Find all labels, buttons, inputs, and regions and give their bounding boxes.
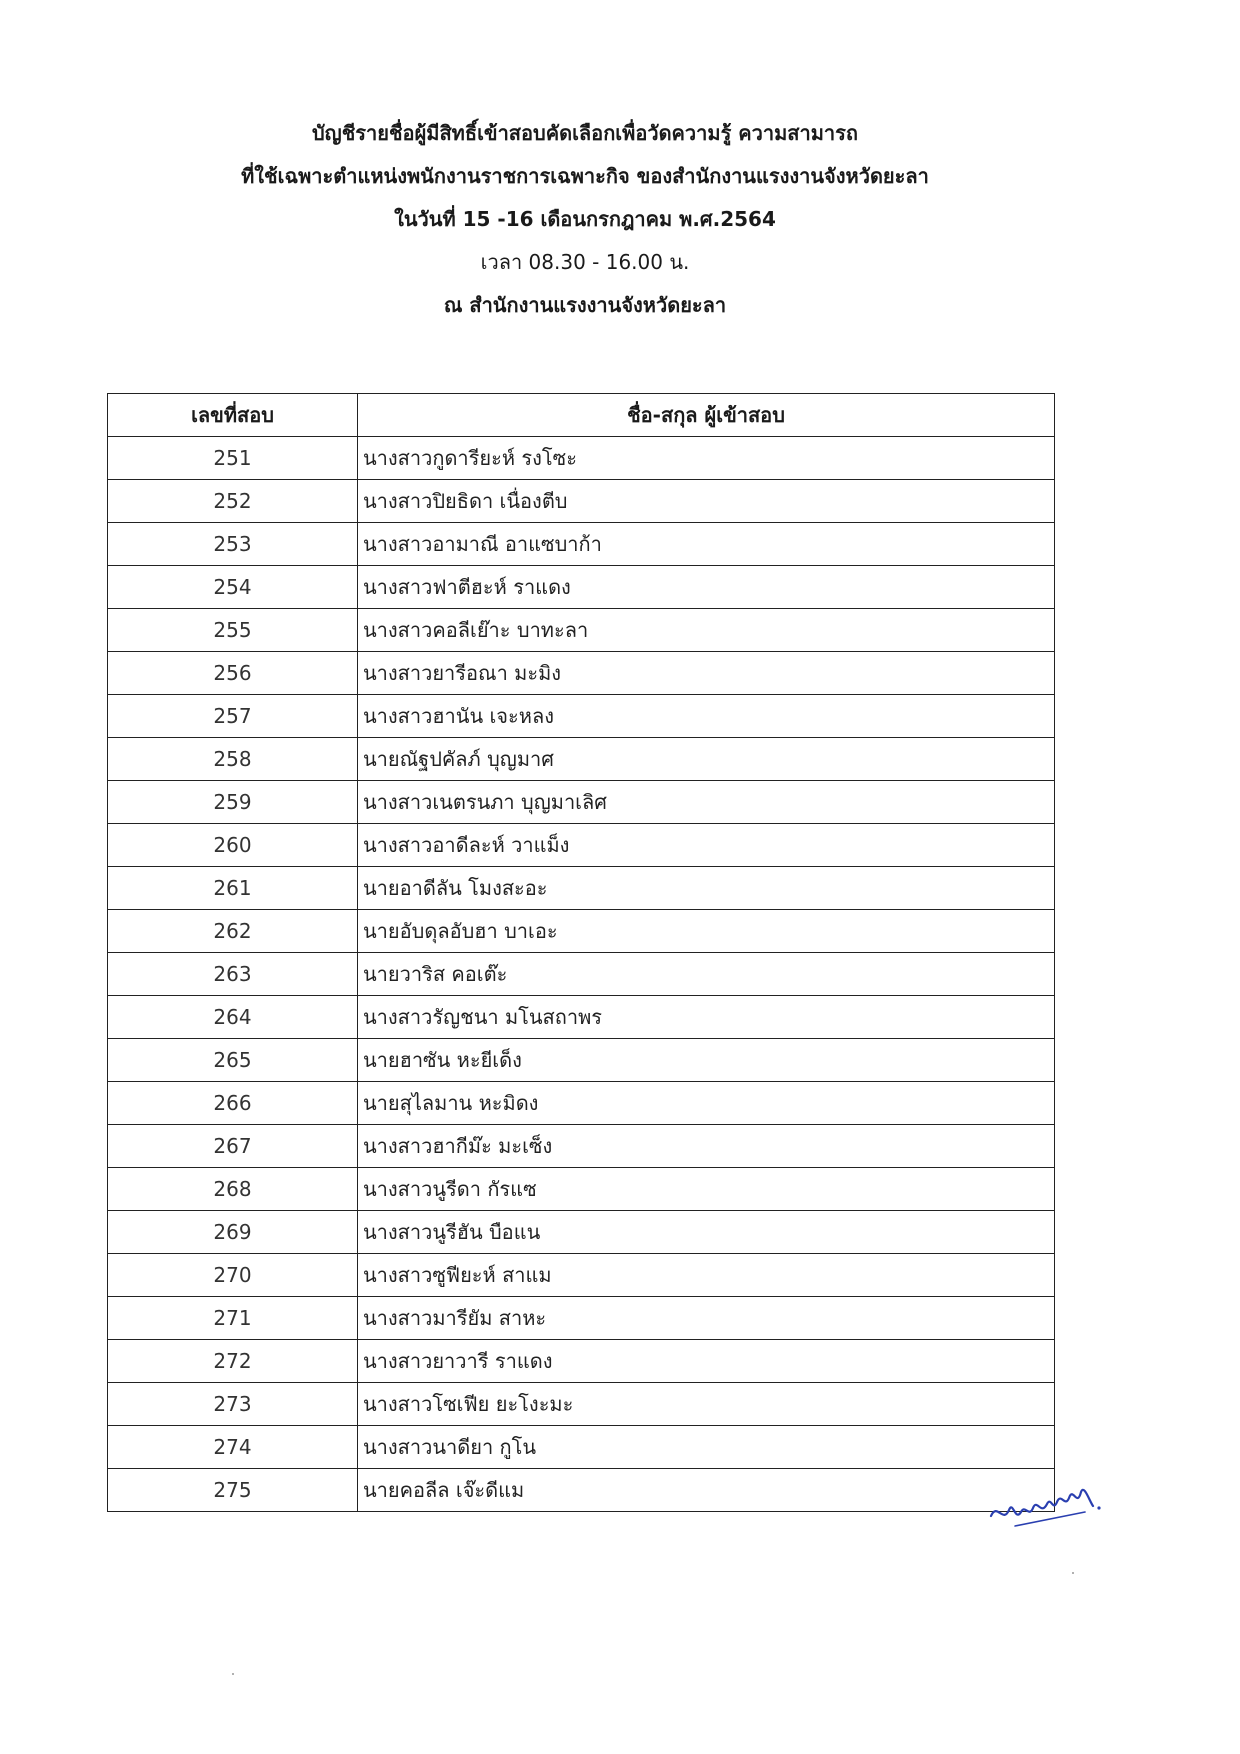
candidate-name-cell: นายณัฐปคัลภ์ บุญมาศ xyxy=(358,738,1055,781)
exam-number-cell: 256 xyxy=(108,652,358,695)
exam-number-cell: 266 xyxy=(108,1082,358,1125)
table-row xyxy=(108,867,1055,910)
table-row xyxy=(108,1168,1055,1211)
exam-number-cell: 262 xyxy=(108,910,358,953)
candidate-name-cell: นางสาวกูดารียะห์ รงโซะ xyxy=(358,437,1055,480)
exam-number-cell: 274 xyxy=(108,1426,358,1469)
table-row xyxy=(108,609,1055,652)
candidate-name-cell: นางสาวยารีอณา มะมิง xyxy=(358,652,1055,695)
table-row xyxy=(108,1383,1055,1426)
exam-number-cell: 270 xyxy=(108,1254,358,1297)
candidate-name-cell: นางสาวฟาตีฮะห์ ราแดง xyxy=(358,566,1055,609)
exam-number-cell: 269 xyxy=(108,1211,358,1254)
column-header-exam-number: เลขที่สอบ xyxy=(108,394,358,437)
table-row xyxy=(108,480,1055,523)
exam-number-cell: 265 xyxy=(108,1039,358,1082)
table-row xyxy=(108,824,1055,867)
exam-location: ณ สำนักงานแรงงานจังหวัดยะลา xyxy=(443,293,727,317)
table-row xyxy=(108,523,1055,566)
exam-number-cell: 257 xyxy=(108,695,358,738)
candidate-name-cell: นางสาวมารียัม สาหะ xyxy=(358,1297,1055,1340)
exam-number-cell: 252 xyxy=(108,480,358,523)
table-row xyxy=(108,566,1055,609)
candidate-name-cell: นางสาวนูรีดา กัรแซ xyxy=(358,1168,1055,1211)
exam-number-cell: 254 xyxy=(108,566,358,609)
table-row xyxy=(108,1125,1055,1168)
candidate-table xyxy=(107,393,1055,1512)
table-row xyxy=(108,996,1055,1039)
title-line-1: บัญชีรายชื่อผู้มีสิทธิ์เข้าสอบคัดเลือกเพื่อวัดความรู้ ความสามารถ xyxy=(311,121,859,145)
exam-number-cell: 255 xyxy=(108,609,358,652)
exam-number-cell: 268 xyxy=(108,1168,358,1211)
table-row xyxy=(108,1082,1055,1125)
exam-number-cell: 260 xyxy=(108,824,358,867)
table-row xyxy=(108,738,1055,781)
candidate-name-cell: นางสาวโซเฟีย ยะโงะมะ xyxy=(358,1383,1055,1426)
table-row xyxy=(108,781,1055,824)
candidate-name-cell: นางสาวฮานัน เจะหลง xyxy=(358,695,1055,738)
table-row xyxy=(108,1426,1055,1469)
candidate-name-cell: นางสาวปิยธิดา เนื่องตีบ xyxy=(358,480,1055,523)
exam-number-cell: 275 xyxy=(108,1469,358,1512)
exam-number-cell: 267 xyxy=(108,1125,358,1168)
exam-number-cell: 263 xyxy=(108,953,358,996)
candidate-name-cell: นายอาดีลัน โมงสะอะ xyxy=(358,867,1055,910)
table-row xyxy=(108,1211,1055,1254)
exam-number-cell: 251 xyxy=(108,437,358,480)
exam-number-cell: 272 xyxy=(108,1340,358,1383)
document-header xyxy=(0,112,1170,327)
candidate-name-cell: นายอับดุลอับฮา บาเอะ xyxy=(358,910,1055,953)
exam-number-cell: 253 xyxy=(108,523,358,566)
table-row xyxy=(108,953,1055,996)
candidate-name-cell: นางสาวเนตรนภา บุญมาเลิศ xyxy=(358,781,1055,824)
exam-number-cell: 258 xyxy=(108,738,358,781)
handwritten-signature xyxy=(985,1478,1105,1538)
exam-number-cell: 264 xyxy=(108,996,358,1039)
table-row xyxy=(108,1254,1055,1297)
title-line-2: ที่ใช้เฉพาะตำแหน่งพนักงานราชการเฉพาะกิจ ของสำนักงานแรงงานจังหวัดยะลา xyxy=(241,164,929,188)
exam-number-cell: 273 xyxy=(108,1383,358,1426)
candidate-name-cell: นางสาวนาดียา กูโน xyxy=(358,1426,1055,1469)
exam-number-cell: 271 xyxy=(108,1297,358,1340)
candidate-name-cell: นายฮาซัน หะยีเด็ง xyxy=(358,1039,1055,1082)
candidate-name-cell: นางสาวยาวารี ราแดง xyxy=(358,1340,1055,1383)
exam-number-cell: 259 xyxy=(108,781,358,824)
table-row xyxy=(108,437,1055,480)
candidate-name-cell: นางสาวอาดีละห์ วาแม็ง xyxy=(358,824,1055,867)
candidate-name-cell: นางสาวฮากีม๊ะ มะเซ็ง xyxy=(358,1125,1055,1168)
table-row xyxy=(108,1340,1055,1383)
table-row xyxy=(108,1469,1055,1512)
candidate-name-cell: นายวาริส คอเต๊ะ xyxy=(358,953,1055,996)
table-row xyxy=(108,695,1055,738)
scan-speck xyxy=(232,1673,234,1675)
table-header-row xyxy=(108,394,1055,437)
candidate-name-cell: นายสุไลมาน หะมิดง xyxy=(358,1082,1055,1125)
column-header-candidate-name: ชื่อ-สกุล ผู้เข้าสอบ xyxy=(358,394,1055,437)
table-body xyxy=(108,437,1055,1512)
scan-speck xyxy=(1072,1572,1074,1574)
candidate-name-cell: นางสาวซูฟียะห์ สาแม xyxy=(358,1254,1055,1297)
table-row xyxy=(108,652,1055,695)
exam-date: ในวันที่ 15 -16 เดือนกรกฎาคม พ.ศ.2564 xyxy=(394,207,776,231)
candidate-name-cell: นางสาวอามาณี อาแซบาก้า xyxy=(358,523,1055,566)
candidate-name-cell: นายคอลีล เจ๊ะดีแม xyxy=(358,1469,1055,1512)
exam-number-cell: 261 xyxy=(108,867,358,910)
table-row xyxy=(108,910,1055,953)
table-row xyxy=(108,1039,1055,1082)
exam-time: เวลา 08.30 - 16.00 น. xyxy=(480,250,690,274)
candidate-name-cell: นางสาวนูรีฮัน บือแน xyxy=(358,1211,1055,1254)
table-row xyxy=(108,1297,1055,1340)
candidate-name-cell: นางสาวคอลีเย๊าะ บาทะลา xyxy=(358,609,1055,652)
candidate-name-cell: นางสาวรัญชนา มโนสถาพร xyxy=(358,996,1055,1039)
